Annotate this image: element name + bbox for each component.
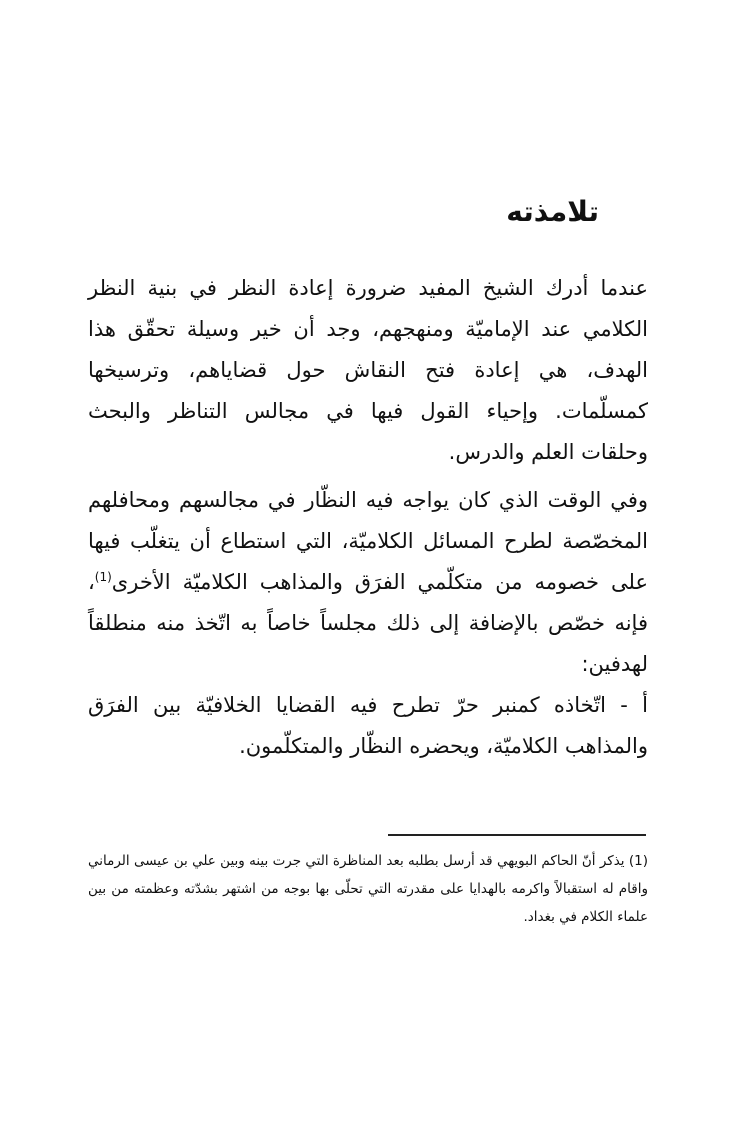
list-marker-a: أ - — [620, 693, 648, 717]
paragraph-1: عندما أدرك الشيخ المفيد ضرورة إعادة النظر في بنية النظر الكلامي عند الإماميّة ومنهجهم، وجد أن خير وسيلة تحقّق هذا الهدف، هي إعادة فتح النقاش حول قضاياهم، وترسيخها كمسلّمات. وإحياء القول فيها في مجالس التناظر والبحث وحلقات العلم والدرس. — [88, 276, 648, 464]
list-item-a-text: اتّخاذه كمنبر حرّ تطرح فيه القضايا الخلافيّة بين الفرَق والمذاهب الكلاميّة، ويحضره النظّار والمتكلّمون. — [88, 693, 648, 758]
footnote-reference[interactable]: (1) — [94, 570, 112, 584]
paragraph-2 — [88, 480, 648, 685]
paragraph-2-continuation: ، فإنه خصّص بالإضافة إلى ذلك مجلساً خاصاً به اتّخذ منه منطلقاً لهدفين: — [88, 570, 648, 676]
list-item-a — [88, 685, 648, 767]
main-text — [88, 268, 648, 767]
footnote — [88, 847, 648, 931]
footnote-divider — [388, 834, 646, 836]
footnote-text: (1) يذكر أنّ الحاكم البويهي قد أرسل بطلبه بعد المناظرة التي جرت بينه وبين علي بن عيسى الرماني واقام له استقبالاً واكرمه بالهدايا على مقدرته التي تحلّى بها بوجه من اشتهر بشدّته وعظمته من بين علماء الكلام في بغداد. — [88, 853, 648, 925]
paragraph-2-text: وفي الوقت الذي كان يواجه فيه النظّار في مجالسهم ومحافلهم المخصّصة لطرح المسائل الكلاميّة، التي استطاع أن يتغلّب فيها على خصومه من متكلّمي الفرَق والمذاهب الكلاميّة الأخرى — [88, 488, 648, 594]
section-heading: تلامذته — [506, 195, 599, 228]
